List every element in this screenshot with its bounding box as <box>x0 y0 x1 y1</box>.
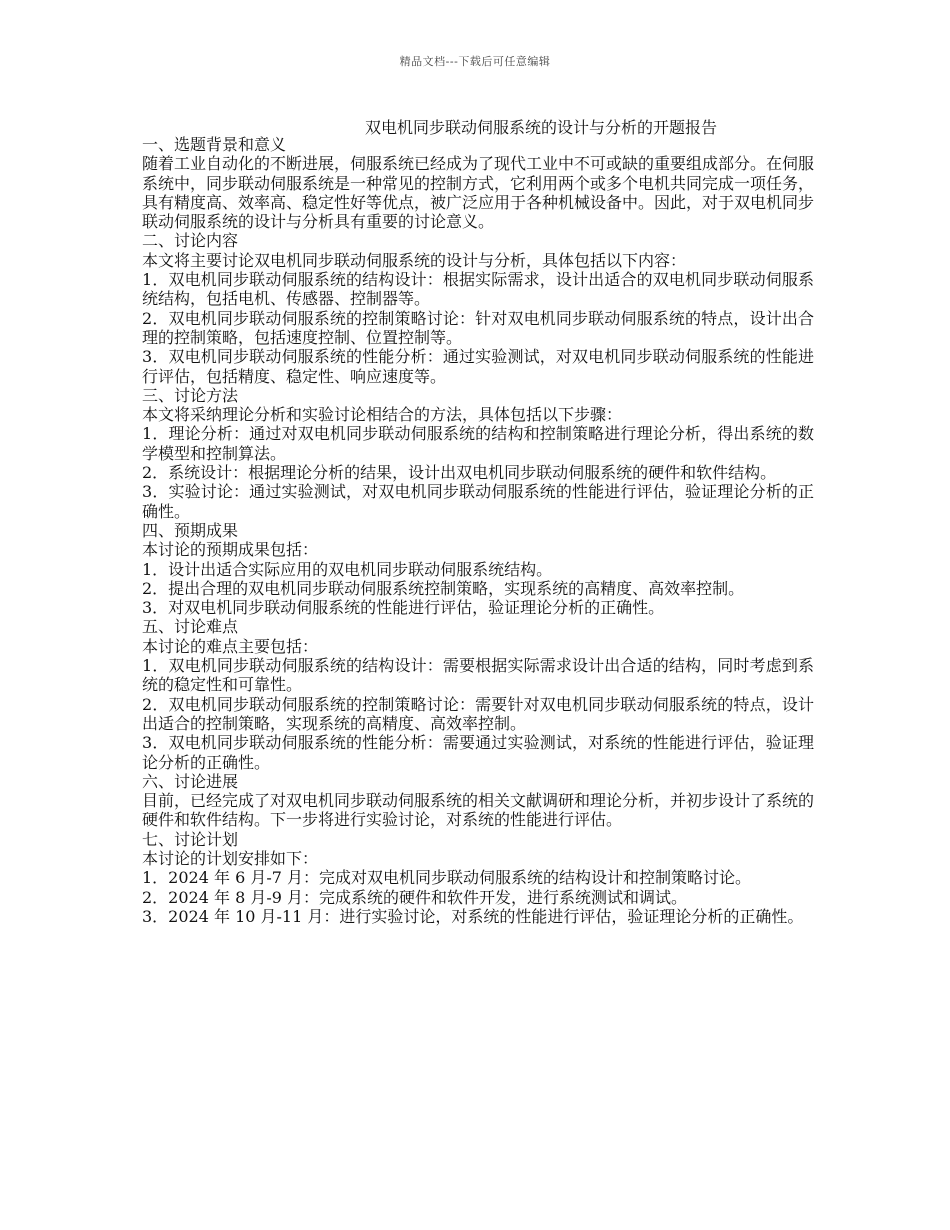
list-item: 3．2024 年 10 月-11 月：进行实验讨论，对系统的性能进行评估，验证理论分析的正确性。 <box>142 906 804 926</box>
list-item: 3．对双电机同步联动伺服系统的性能进行评估，验证理论分析的正确性。 <box>142 598 665 618</box>
paragraph: 目前，已经完成了对双电机同步联动伺服系统的相关文献调研和理论分析，并初步设计了系统的硬件和软件结构。下一步将进行实验讨论，对系统的性能进行评估。 <box>142 791 815 830</box>
section-heading: 五、讨论难点 <box>142 617 239 637</box>
section-progress <box>142 772 814 830</box>
list-item: 1．2024 年 6 月-7 月：完成对双电机同步联动伺服系统的结构设计和控制策略讨论。 <box>142 868 752 888</box>
list-item: 1．双电机同步联动伺服系统的结构设计：需要根据实际需求设计出合适的结构，同时考虑到系统的稳定性和可靠性。 <box>142 656 814 695</box>
paragraph: 本讨论的难点主要包括： <box>142 636 319 656</box>
section-heading: 七、讨论计划 <box>142 829 239 849</box>
list-item: 2．系统设计：根据理论分析的结果，设计出双电机同步联动伺服系统的硬件和软件结构。 <box>142 463 777 483</box>
list-item: 3．双电机同步联动伺服系统的性能分析：通过实验测试，对双电机同步联动伺服系统的性能进行评估，包括精度、稳定性、响应速度等。 <box>142 347 814 386</box>
section-heading: 二、讨论内容 <box>142 231 239 251</box>
section-heading: 四、预期成果 <box>142 520 239 540</box>
paragraph: 本文将采纳理论分析和实验讨论相结合的方法，具体包括以下步骤： <box>142 405 623 425</box>
paragraph: 本文将主要讨论双电机同步联动伺服系统的设计与分析，具体包括以下内容： <box>142 250 687 270</box>
list-item: 1．理论分析：通过对双电机同步联动伺服系统的结构和控制策略进行理论分析，得出系统的数学模型和控制算法。 <box>142 424 814 463</box>
list-item: 1．双电机同步联动伺服系统的结构设计：根据实际需求，设计出适合的双电机同步联动伺服系统结构，包括电机、传感器、控制器等。 <box>142 270 814 309</box>
section-research-method <box>142 386 814 521</box>
section-expected-results <box>142 521 814 617</box>
section-plan <box>142 830 814 926</box>
list-item: 2．双电机同步联动伺服系统的控制策略讨论：需要针对双电机同步联动伺服系统的特点，设计出适合的控制策略，实现系统的高精度、高效率控制。 <box>142 694 814 733</box>
section-difficulties <box>142 617 814 771</box>
list-item: 2．2024 年 8 月-9 月：完成系统的硬件和软件开发，进行系统测试和调试。 <box>142 887 688 907</box>
section-heading: 六、讨论进展 <box>142 771 239 791</box>
document-title: 双电机同步联动伺服系统的设计与分析的开题报告 <box>365 118 718 137</box>
list-item: 1．设计出适合实际应用的双电机同步联动伺服系统结构。 <box>142 559 553 579</box>
paragraph: 本讨论的预期成果包括： <box>142 540 319 560</box>
paragraph: 随着工业自动化的不断进展，伺服系统已经成为了现代工业中不可或缺的重要组成部分。在伺服系统中，同步联动伺服系统是一种常见的控制方式，它利用两个或多个电机共同完成一项任务，具有精度高、效率高、稳定性好等优点，被广泛应用于各种机械设备中。因此，对于双电机同步联动伺服系统的设计与分析具有重要的讨论意义。 <box>142 154 815 232</box>
section-heading: 一、选题背景和意义 <box>142 135 287 154</box>
paragraph: 本讨论的计划安排如下： <box>142 848 319 868</box>
section-research-content <box>142 231 814 385</box>
list-item: 3．双电机同步联动伺服系统的性能分析：需要通过实验测试，对系统的性能进行评估，验证理论分析的正确性。 <box>142 733 814 772</box>
section-heading: 三、讨论方法 <box>142 385 239 405</box>
list-item: 2．双电机同步联动伺服系统的控制策略讨论：针对双电机同步联动伺服系统的特点，设计出合理的控制策略，包括速度控制、位置控制等。 <box>142 308 814 347</box>
section-background <box>142 135 814 231</box>
list-item: 2．提出合理的双电机同步联动伺服系统控制策略，实现系统的高精度、高效率控制。 <box>142 578 745 598</box>
page-header: 精品文档---下载后可任意编辑 <box>399 55 551 68</box>
list-item: 3．实验讨论：通过实验测试，对双电机同步联动伺服系统的性能进行评估，验证理论分析的正确性。 <box>142 482 814 521</box>
document-body <box>142 135 814 926</box>
